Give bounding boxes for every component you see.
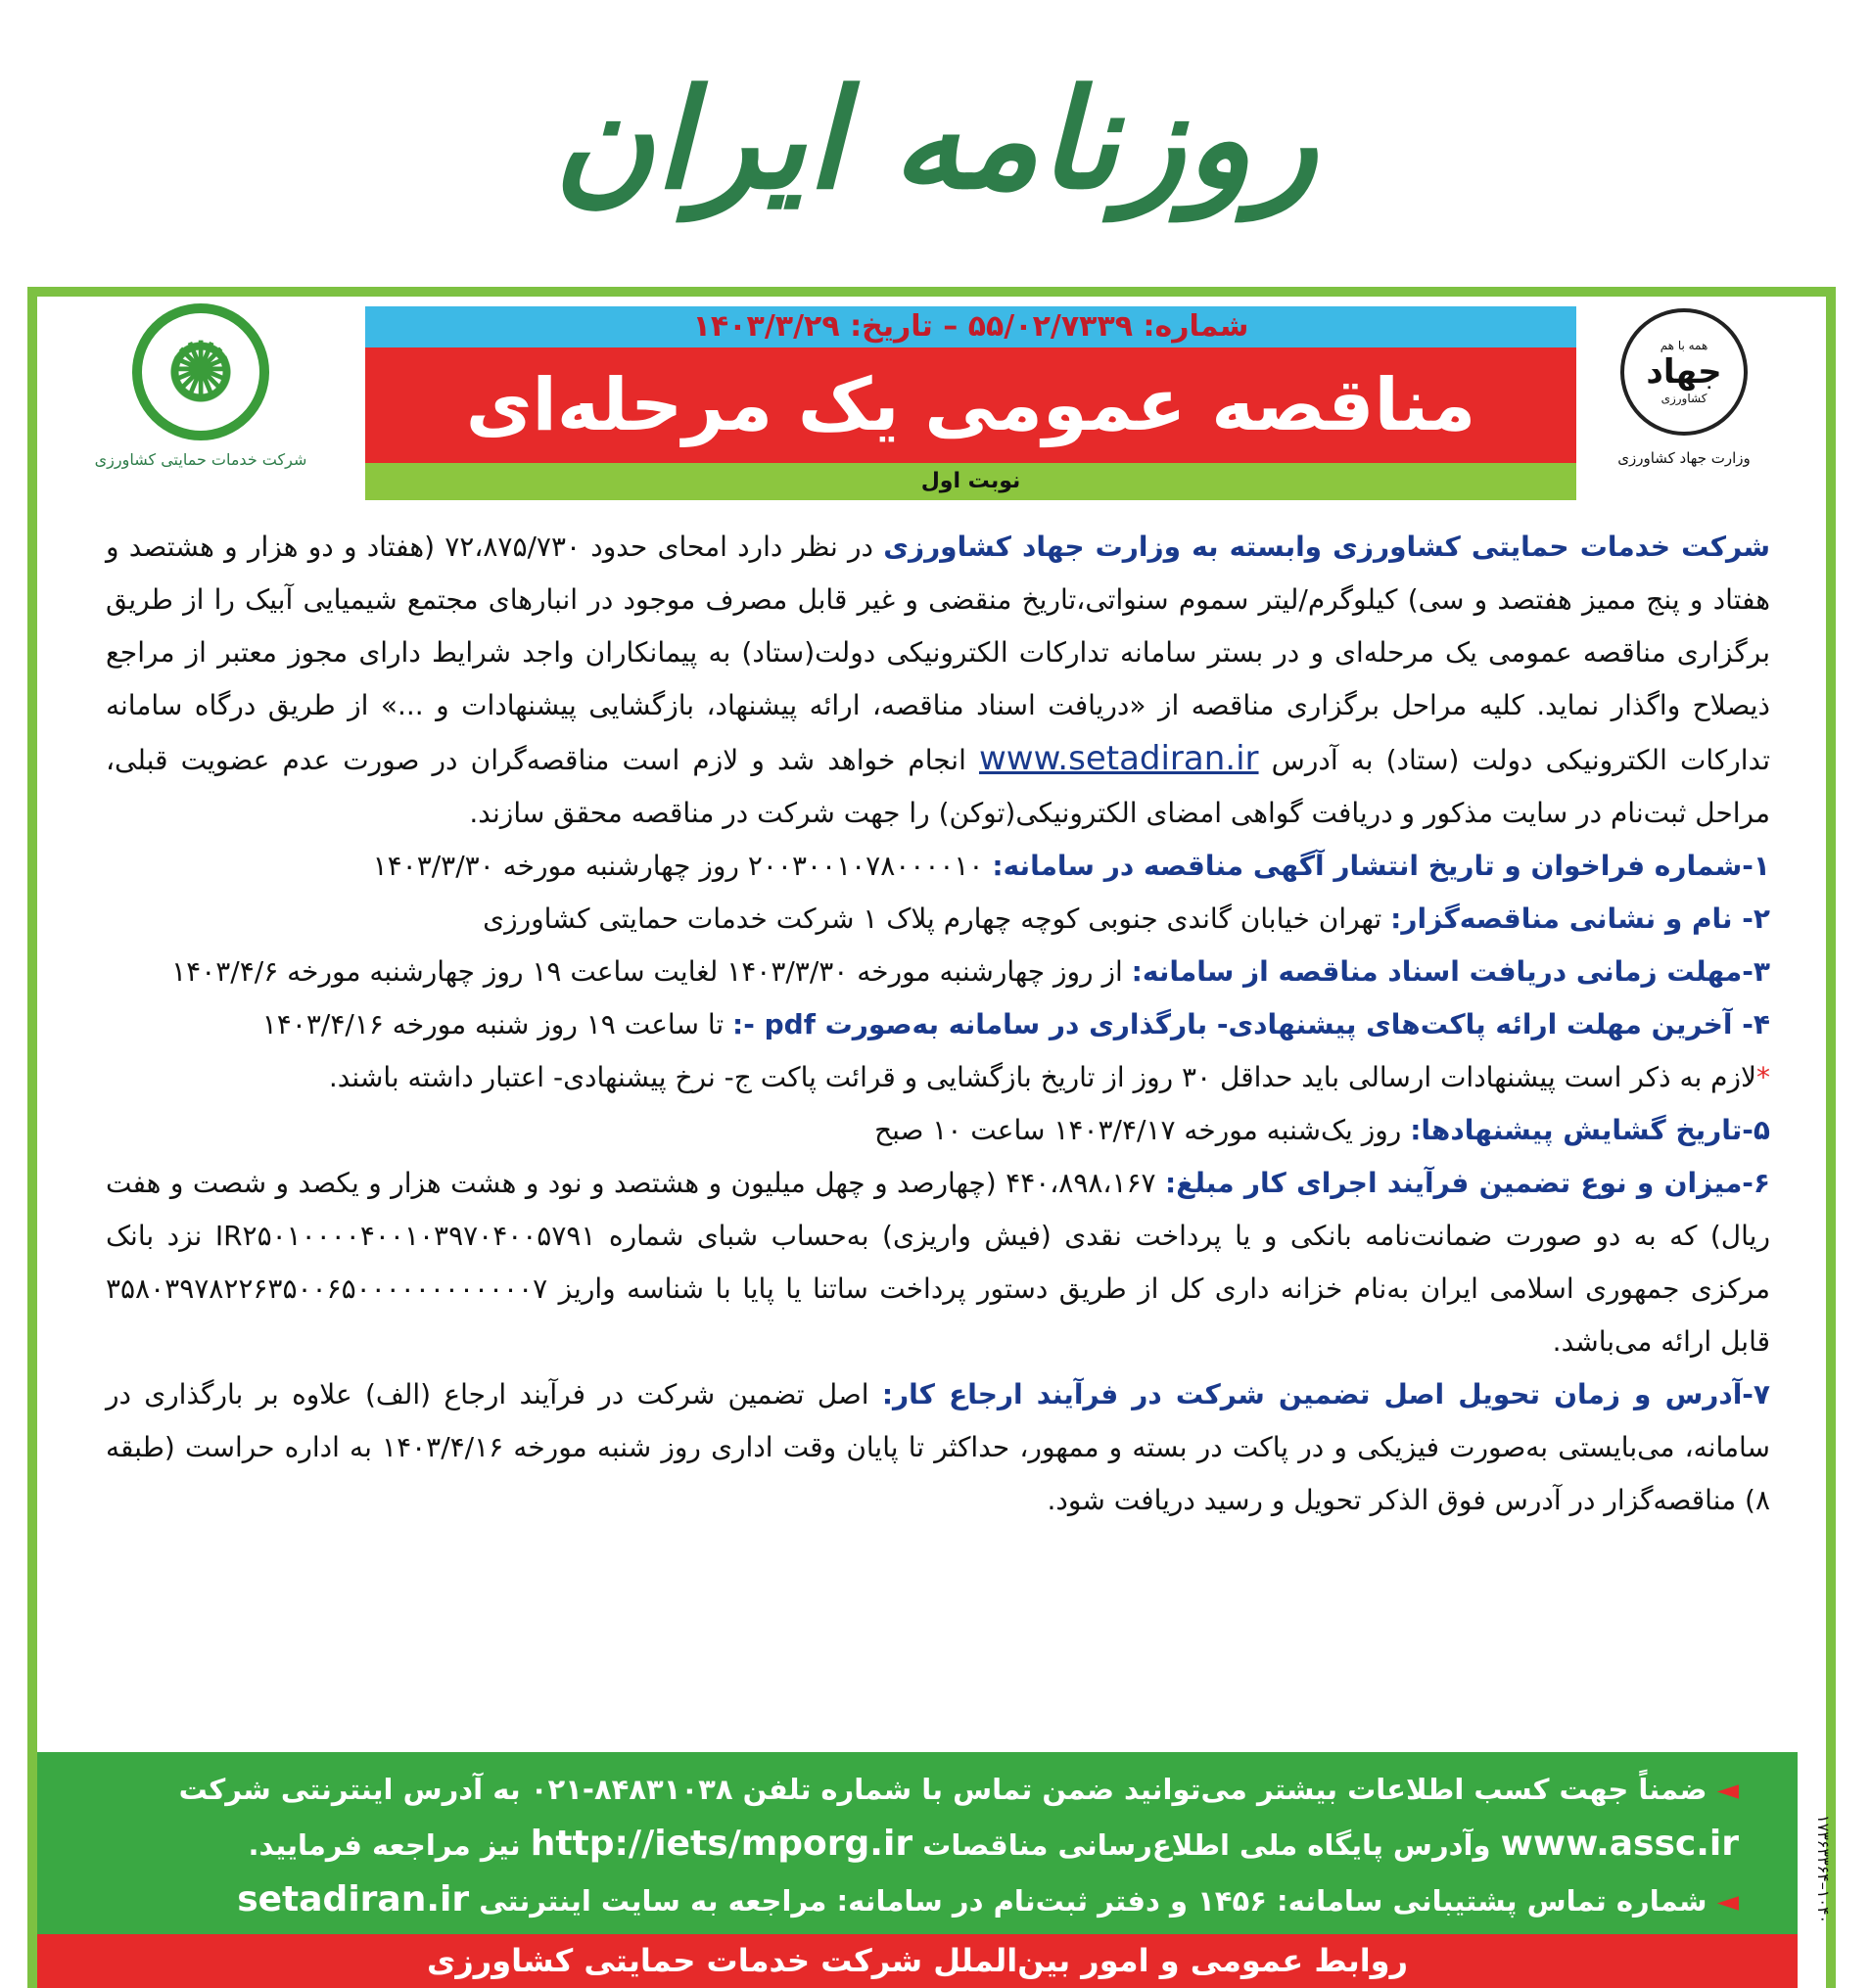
notice-number-bar: شماره: ۵۵/۰۲/۷۳۳۹ – تاریخ: ۱۴۰۳/۳/۲۹ [365, 306, 1576, 347]
ministry-logo-caption: وزارت جهاد کشاورزی [1617, 449, 1751, 467]
assc-logo [69, 303, 333, 499]
signature-bar: روابط عمومی و امور بین‌الملل شرکت خدمات حمایتی کشاورزی [37, 1934, 1798, 1988]
list-item [106, 840, 1770, 893]
intro-paragraph [106, 521, 1770, 840]
newspaper-masthead [0, 0, 1871, 279]
ad-code: ۱۰۴۰–۱۷۳۶۳۳۶۴ [1814, 1815, 1833, 1924]
item-text: روز یک‌شنبه مورخه ۱۴۰۳/۴/۱۷ ساعت ۱۰ صبح [874, 1114, 1411, 1146]
item-label: ۱-شماره فراخوان و تاریخ انتشار آگهی مناقصه در سامانه: [992, 850, 1770, 882]
jahad-emblem-sub: کشاورزی [1661, 392, 1707, 405]
validity-note [106, 1051, 1770, 1104]
list-item [106, 1157, 1770, 1368]
intro-org: شرکت خدمات حمایتی کشاورزی وابسته به وزارت جهاد کشاورزی [883, 531, 1770, 563]
contact-text-2a: وآدرس پایگاه ملی اطلاع‌رسانی مناقصات [912, 1828, 1501, 1862]
assc-logo-caption: شرکت خدمات حمایتی کشاورزی [94, 450, 307, 469]
note-text: لازم به ذکر است پیشنهادات ارسالی باید حداقل ۳۰ روز از تاریخ بازگشایی و قرائت پاکت ج- نرخ پیشنهادی- اعتبار داشته باشند. [328, 1061, 1756, 1093]
item-text: ۲۰۰۳۰۰۱۰۷۸۰۰۰۰۱۰ روز چهارشنبه مورخه ۱۴۰۳/۳/۳۰ [372, 850, 993, 882]
ministry-logo [1586, 308, 1782, 494]
list-item [106, 998, 1770, 1051]
notice-body [106, 521, 1770, 1744]
intro-text-2: انجام خواهد شد و لازم است مناقصه‌گران در صورت عدم عضویت قبلی، مراحل ثبت‌نام در سایت مذکور و دریافت گواهی امضای الکترونیکی(توکن) را جهت شرکت در مناقصه محقق سازند. [106, 744, 1770, 829]
contact-line-2 [96, 1817, 1739, 1872]
list-item [106, 946, 1770, 998]
assc-website-link[interactable]: www.assc.ir [1500, 1824, 1739, 1864]
contact-text-1: ضمناً جهت کسب اطلاعات بیشتر می‌توانید ضمن تماس با شماره تلفن ۸۴۸۳۱۰۳۸-۰۲۱ به آدرس اینترنتی شرکت [178, 1773, 1707, 1806]
contact-line-3 [96, 1872, 1739, 1928]
item-text: اصل تضمین شرکت در فرآیند ارجاع (الف) علاوه بر بارگذاری در سامانه، می‌بایستی به‌صورت فیزیکی و در پاکت در بسته و ممهور، حداکثر تا پایان وقت اداری روز شنبه مورخه ۱۴۰۳/۴/۱۶ به اداره حراست (طبقه ۸) مناقصه‌گزار در آدرس فوق الذکر تحویل و رسید دریافت شود. [106, 1378, 1771, 1516]
notice-round: نوبت اول [365, 463, 1576, 500]
item-text: تا ساعت ۱۹ روز شنبه مورخه ۱۴۰۳/۴/۱۶ [261, 1008, 733, 1040]
item-label: ۵-تاریخ گشایش پیشنهادها: [1410, 1114, 1770, 1146]
item-label: ۳-مهلت زمانی دریافت اسناد مناقصه از سامانه: [1131, 955, 1770, 988]
contact-line-1 [96, 1762, 1739, 1817]
assc-emblem-icon [132, 303, 269, 440]
item-label: ۴- آخرین مهلت ارائه پاکت‌های پیشنهادی- بارگذاری در سامانه به‌صورت pdf -: [732, 1008, 1770, 1040]
item-text: از روز چهارشنبه مورخه ۱۴۰۳/۳/۳۰ لغایت ساعت ۱۹ روز چهارشنبه مورخه ۱۴۰۳/۴/۶ [171, 955, 1132, 988]
list-item [106, 1104, 1770, 1157]
item-label: ۷-آدرس و زمان تحویل اصل تضمین شرکت در فرآیند ارجاع کار: [881, 1378, 1771, 1410]
contact-text-2b: نیز مراجعه فرمایید. [248, 1828, 531, 1862]
bullet-arrow-icon: ◄ [1716, 1884, 1739, 1918]
contact-box [37, 1752, 1798, 1934]
jahad-emblem-top: همه با هم [1660, 339, 1708, 352]
jahad-emblem-icon [1620, 308, 1748, 436]
list-item [106, 893, 1770, 946]
contact-text-3: شماره تماس پشتیبانی سامانه: ۱۴۵۶ و دفتر ثبت‌نام در سامانه: مراجعه به سایت اینترنتی [479, 1884, 1707, 1918]
iets-website-link[interactable]: http://iets/mporg.ir [530, 1824, 913, 1864]
intro-text-1: در نظر دارد امحای حدود ۷۲،۸۷۵/۷۳۰ (هفتاد و دو هزار و هشتصد و هفتاد و پنج ممیز هفتصد و سی) کیلوگرم/لیتر سموم سنواتی،تاریخ منقضی و غیر قابل مصرف موجود در انبارهای مجتمع شیمیایی آبیک را از طریق برگزاری مناقصه عمومی یک مرحله‌ای و در بستر سامانه تدارکات الکترونیکی دولت(ستاد) به پیمانکاران واجد شرایط دارای مجوز معتبر از مراجع ذیصلاح واگذار نماید. کلیه مراحل برگزاری مناقصه از «دریافت اسناد مناقصه، ارائه پیشنهاد، بازگشایی پیشنهادات و ...» از طریق درگاه سامانه تدارکات الکترونیکی دولت (ستاد) به آدرس [106, 531, 1770, 776]
item-text: ۴۴۰،۸۹۸،۱۶۷ (چهارصد و چهل میلیون و هشتصد و نود و هشت هزار و یکصد و شصت و هفت ریال) که به دو صورت ضمانت‌نامه بانکی و یا پرداخت نقدی (فیش واریزی) به‌حساب شبای شماره IR۲۵۰۱۰۰۰۰۴۰۰۱۰۳۹۷۰۴۰۰۵۷۹۱ نزد بانک مرکزی جمهوری اسلامی ایران به‌نام خزانه داری کل از طریق دستور پرداخت ساتنا یا پایا با شناسه واریز ۳۵۸۰۳۹۷۸۲۲۶۳۵۰۰۶۵۰۰۰۰۰۰۰۰۰۰۰۰۷ قابل ارائه می‌باشد. [106, 1167, 1770, 1358]
masthead-title: روزنامه ایران [553, 59, 1318, 220]
item-label: ۶-میزان و نوع تضمین فرآیند اجرای کار مبلغ: [1165, 1167, 1770, 1199]
item-text: تهران خیابان گاندی جنوبی کوچه چهارم پلاک ۱ شرکت خدمات حمایتی کشاورزی [483, 902, 1391, 935]
bullet-arrow-icon: ◄ [1716, 1773, 1739, 1806]
list-item [106, 1368, 1770, 1527]
item-label: ۲- نام و نشانی مناقصه‌گزار: [1390, 902, 1770, 935]
setadiran-link[interactable]: www.setadiran.ir [979, 739, 1259, 778]
setadiran-footer-link[interactable]: setadiran.ir [237, 1879, 470, 1919]
notice-title: مناقصه عمومی یک مرحله‌ای [365, 347, 1576, 463]
note-star: * [1756, 1061, 1770, 1093]
jahad-emblem-main: جهاد [1646, 352, 1722, 392]
